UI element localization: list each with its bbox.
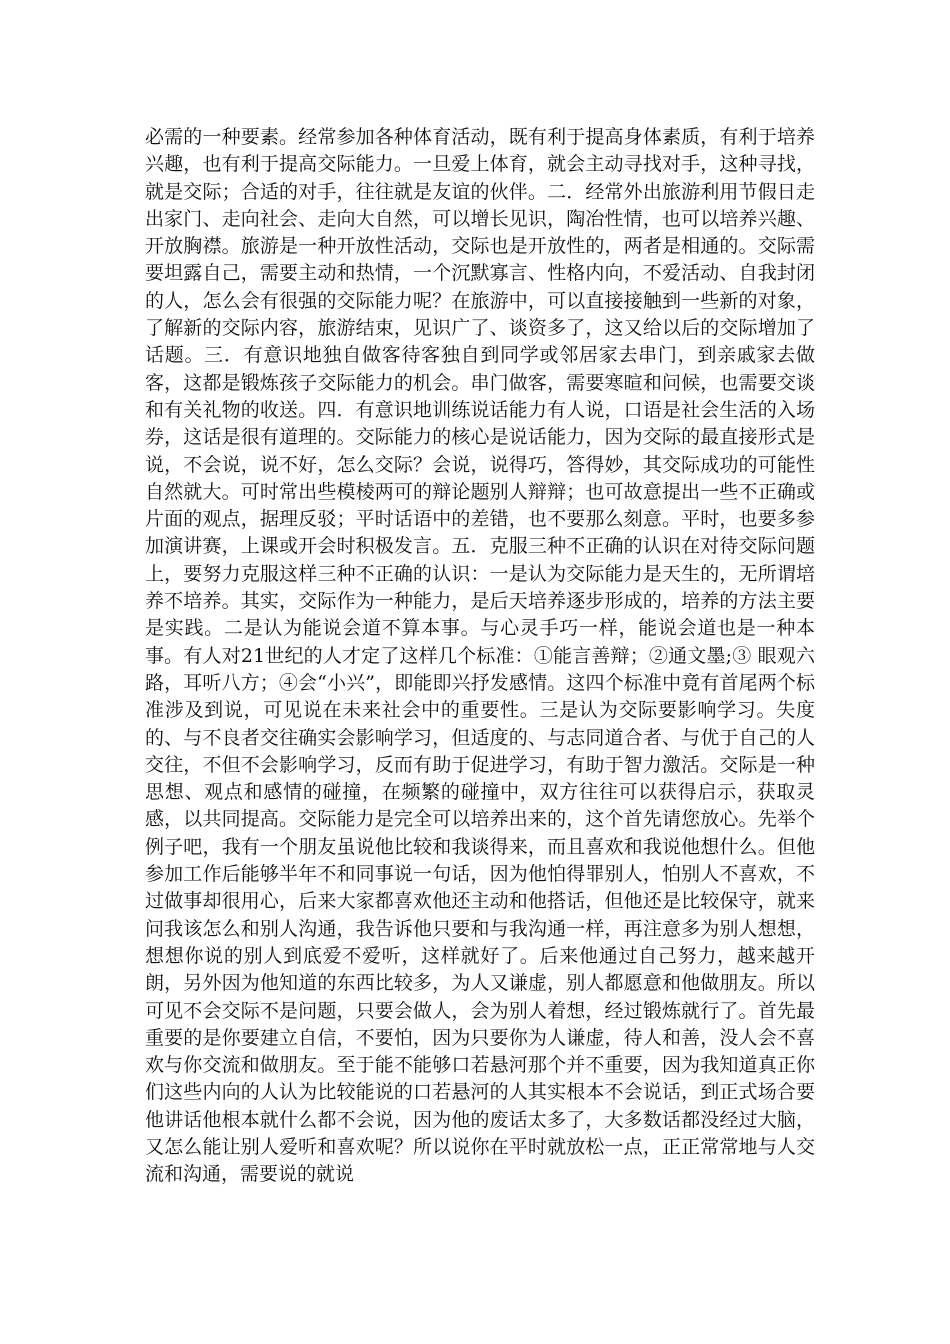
body-text: 必需的一种要素。经常参加各种体育活动，既有利于提高身体素质，有利于培养兴趣，也有利于提高交际能力。一旦爱上体育，就会主动寻找对手，这种寻找，就是交际；合适的对手，往往就是友谊的伙伴。二．经常外出旅游利用节假日走出家门、走向社会、走向大自然，可以增长见识，陶冶性情，也可以培养兴趣、开放胸襟。旅游是一种开放性活动，交际也是开放性的，两者是相通的。交际需要坦露自己，需要主动和热情，一个沉默寡言、性格内向，不爱活动、自我封闭的人，怎么会有很强的交际能力呢？在旅游中，可以直接接触到一些新的对象，了解新的交际内容，旅游结束，见识广了、谈资多了，这又给以后的交际增加了话题。三．有意识地独自做客待客独自到同学或邻居家去串门，到亲戚家去做客，这都是锻炼孩子交际能力的机会。串门做客，需要寒暄和问候，也需要交谈和有关礼物的收送。四．有意识地训练说话能力有人说，口语是社会生活的入场券，这话是很有道理的。交际能力的核心是说话能力，因为交际的最直接形式是说，不会说，说不好，怎么交际？会说，说得巧，答得妙，其交际成功的可能性自然就大。可时常出些模棱两可的辩论题别人辩辩；也可故意提出一些不正确或片面的观点，据理反驳；平时话语中的差错，也不要那么刻意。平时，也要多参加演讲赛，上课或开会时积极发言。五．克服三种不正确的认识在对待交际问题上，要努力克服这样三种不正确的认识：一是认为交际能力是天生的，无所谓培养不培养。其实，交际作为一种能力，是后天培养逐步形成的，培养的方法主要是实践。二是认为能说会道不算本事。与心灵手巧一样，能说会道也是一种本事。有人对21世纪的人才定了这样几个标准：①能言善辩；②通文墨;③ 眼观六路，耳听八方；④会“小兴”，即能即兴抒发感情。这四个标准中竟有首尾两个标准涉及到说，可见说在未来社会中的重要性。三是认为交际要影响学习。失度的、与不良者交往确实会影响学习，但适度的、与志同道合者、与优于自己的人交往，不但不会影响学习，反而有助于促进学习，有助于智力激活。交际是一种思想、观点和感情的碰撞，在频繁的碰撞中，双方往往可以获得启示，获取灵感，以共同提高。交际能力是完全可以培养出来的，这个首先请您放心。先举个例子吧，我有一个朋友虽说他比较和我谈得来，而且喜欢和我说他想什么。但他参加工作后能够半年不和同事说一句话，因为他怕得罪别人，怕别人不喜欢，不过做事却很用心，后来大家都喜欢他还主动和他搭话，但他还是比较保守，就来问我该怎么和别人沟通，我告诉他只要和与我沟通一样，再注意多为别人想想，想想你说的别人到底爱不爱听，这样就好了。后来他通过自己努力，越来越开朗，另外因为他知道的东西比较多，为人又谦虚，别人都愿意和他做朋友。所以可见不会交际不是问题，只要会做人，会为别人着想，经过锻炼就行了。首先最重要的是你要建立自信，不要怕，因为只要你为人谦虚，待人和善，没人会不喜欢与你交流和做朋友。至于能不能够口若悬河那个并不重要，因为我知道真正你们这些内向的人认为比较能说的口若悬河的人其实根本不会说话，到正式场合要他讲话他根本就什么都不会说，因为他的废话太多了，大多数话都没经过大脑，又怎么能让别人爱听和喜欢呢？所以说你在平时就放松一点，正正常常地与人交流和沟通，需要说的就说 [145, 126, 815, 1186]
